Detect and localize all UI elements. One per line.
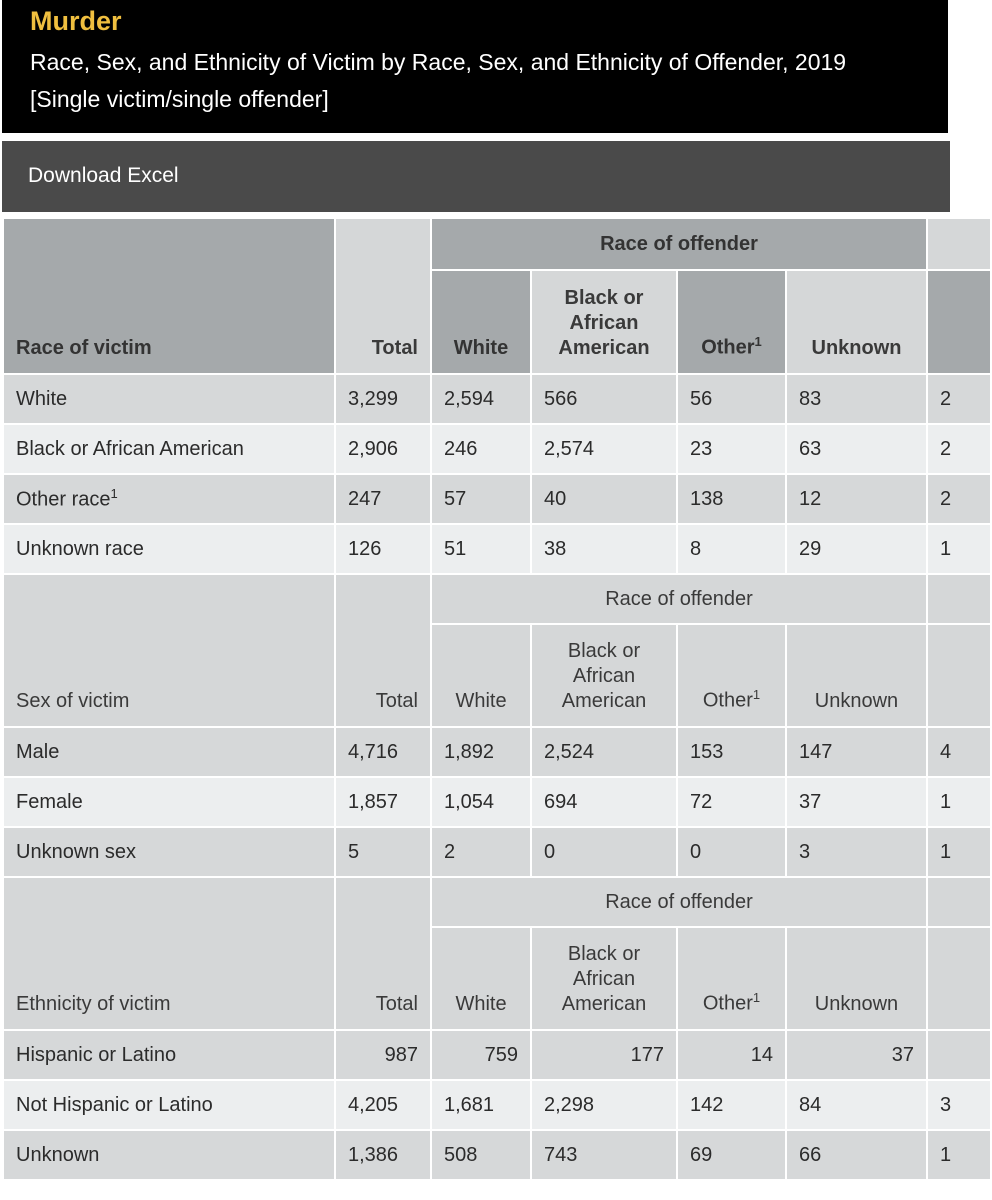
column-header-other: Other$^1$ (677, 927, 786, 1030)
race-of-offender-header: Race of offender (431, 574, 927, 624)
race-of-offender-header: Race of offender (431, 877, 927, 927)
cut-off-cell (927, 624, 991, 727)
table-row (3, 1130, 991, 1180)
page-title: Murder (30, 6, 122, 36)
white-cell: 1,054 (431, 777, 531, 827)
other-cell: 8 (677, 524, 786, 574)
next-cell: 4 (927, 727, 991, 777)
other-cell: 14 (677, 1030, 786, 1080)
column-header-unknown: Unknown (786, 624, 927, 727)
black-cell: 0 (531, 827, 677, 877)
total-cell: 247 (335, 474, 431, 524)
next-cell: 1 (927, 827, 991, 877)
cut-off-cell (927, 574, 991, 624)
row-label: Unknown (3, 1130, 335, 1180)
cut-off-cell (927, 270, 991, 374)
black-cell: 2,524 (531, 727, 677, 777)
column-header-black: Black or African American (531, 624, 677, 727)
next-cell: 2 (927, 374, 991, 424)
white-cell: 1,681 (431, 1080, 531, 1130)
row-label: Female (3, 777, 335, 827)
data-table (2, 217, 992, 1181)
white-cell: 57 (431, 474, 531, 524)
total-cell: 2,906 (335, 424, 431, 474)
next-cell: 1 (927, 777, 991, 827)
total-cell: 126 (335, 524, 431, 574)
subtitle-line-1: Race, Sex, and Ethnicity of Victim by Race, Sex, and Ethnicity of Offender, 2019 (30, 49, 847, 75)
column-header-total: Total (335, 218, 431, 374)
black-cell: 694 (531, 777, 677, 827)
other-cell: 153 (677, 727, 786, 777)
white-cell: 2 (431, 827, 531, 877)
row-label: Hispanic or Latino (3, 1030, 335, 1080)
unknown-cell: 29 (786, 524, 927, 574)
next-cell: 2 (927, 474, 991, 524)
section-header-ethnicity-of-victim: Ethnicity of victim (3, 877, 335, 1030)
table-row (3, 374, 991, 424)
next-cell: 2 (927, 424, 991, 474)
toolbar (2, 141, 950, 212)
unknown-cell: 3 (786, 827, 927, 877)
total-cell: 4,716 (335, 727, 431, 777)
row-label: Black or African American (3, 424, 335, 474)
section-header-sex-of-victim: Sex of victim (3, 574, 335, 727)
black-cell: 177 (531, 1030, 677, 1080)
black-cell: 2,574 (531, 424, 677, 474)
next-cell: 1 (927, 524, 991, 574)
total-cell: 5 (335, 827, 431, 877)
row-label: White (3, 374, 335, 424)
other-cell: 72 (677, 777, 786, 827)
other-cell: 0 (677, 827, 786, 877)
black-cell: 38 (531, 524, 677, 574)
black-cell: 40 (531, 474, 677, 524)
race-of-offender-header: Race of offender (431, 218, 927, 270)
unknown-cell: 37 (786, 777, 927, 827)
black-cell: 743 (531, 1130, 677, 1180)
page-subtitle (30, 44, 930, 118)
row-label: Other race$^1$ (3, 474, 335, 524)
other-cell: 138 (677, 474, 786, 524)
column-header-black: Black or African American (531, 927, 677, 1030)
table-row (3, 777, 991, 827)
white-cell: 51 (431, 524, 531, 574)
table-row (3, 424, 991, 474)
column-header-total: Total (335, 574, 431, 727)
column-header-black: Black or African American (531, 270, 677, 374)
row-label: Unknown sex (3, 827, 335, 877)
table-row (3, 1080, 991, 1130)
unknown-cell: 12 (786, 474, 927, 524)
other-cell: 69 (677, 1130, 786, 1180)
table-row (3, 827, 991, 877)
next-cell: 3 (927, 1080, 991, 1130)
unknown-cell: 66 (786, 1130, 927, 1180)
white-cell: 246 (431, 424, 531, 474)
unknown-cell: 84 (786, 1080, 927, 1130)
row-label: Male (3, 727, 335, 777)
other-cell: 56 (677, 374, 786, 424)
column-header-unknown: Unknown (786, 270, 927, 374)
white-cell: 2,594 (431, 374, 531, 424)
column-header-other: Other$^1$ (677, 624, 786, 727)
white-cell: 759 (431, 1030, 531, 1080)
unknown-cell: 63 (786, 424, 927, 474)
next-cell: 1 (927, 1130, 991, 1180)
total-cell: 1,386 (335, 1130, 431, 1180)
total-cell: 3,299 (335, 374, 431, 424)
column-header-white: White (431, 927, 531, 1030)
cut-off-cell (927, 218, 991, 270)
table-row (3, 474, 991, 524)
total-cell: 1,857 (335, 777, 431, 827)
download-excel-button[interactable]: Download Excel (28, 164, 179, 187)
column-header-white: White (431, 270, 531, 374)
title-bar (2, 0, 948, 133)
cut-off-cell (927, 927, 991, 1030)
table-row (3, 727, 991, 777)
row-label: Unknown race (3, 524, 335, 574)
column-header-white: White (431, 624, 531, 727)
black-cell: 566 (531, 374, 677, 424)
row-label: Not Hispanic or Latino (3, 1080, 335, 1130)
column-header-total: Total (335, 877, 431, 1030)
section-header-race-of-victim: Race of victim (3, 218, 335, 374)
unknown-cell: 37 (786, 1030, 927, 1080)
unknown-cell: 83 (786, 374, 927, 424)
other-cell: 142 (677, 1080, 786, 1130)
white-cell: 508 (431, 1130, 531, 1180)
white-cell: 1,892 (431, 727, 531, 777)
column-header-unknown: Unknown (786, 927, 927, 1030)
total-cell: 987 (335, 1030, 431, 1080)
total-cell: 4,205 (335, 1080, 431, 1130)
unknown-cell: 147 (786, 727, 927, 777)
column-header-other: Other$^1$ (677, 270, 786, 374)
subtitle-line-2: [Single victim/single offender] (30, 86, 329, 112)
black-cell: 2,298 (531, 1080, 677, 1130)
cut-off-cell (927, 877, 991, 927)
table-row (3, 1030, 991, 1080)
other-cell: 23 (677, 424, 786, 474)
next-cell (927, 1030, 991, 1080)
table-row (3, 524, 991, 574)
